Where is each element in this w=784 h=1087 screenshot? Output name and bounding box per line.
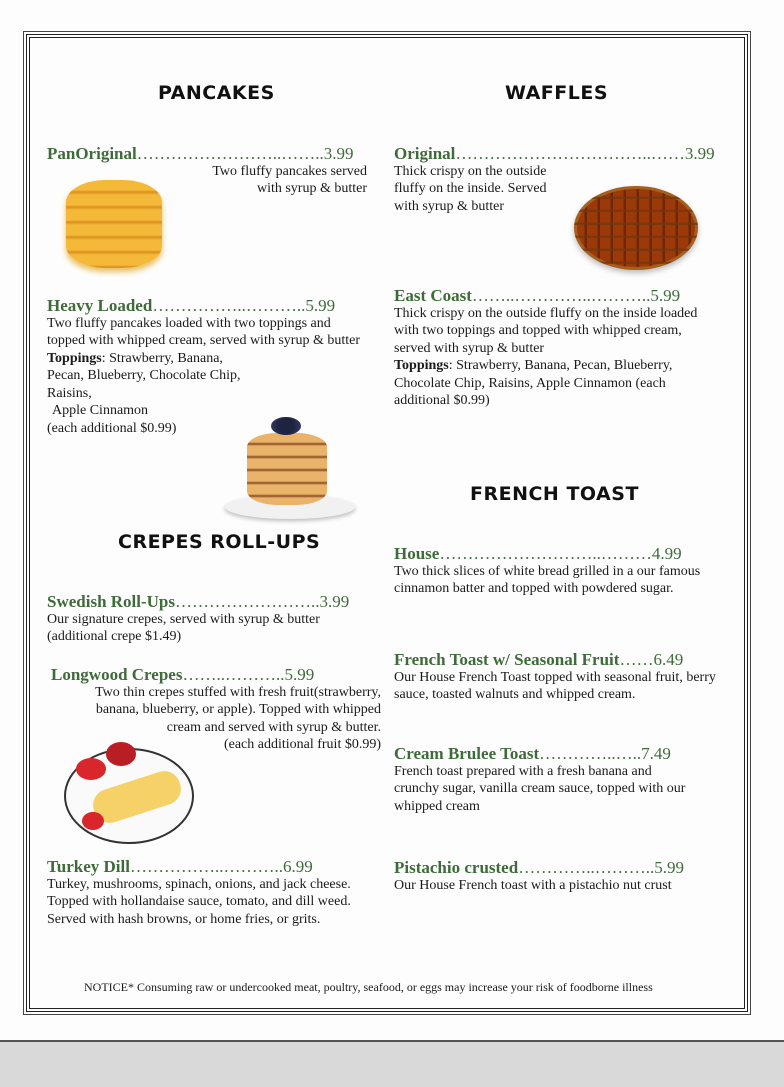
item-description: Two fluffy pancakes loaded with two toppings and topped with whipped cream, served with syrup & butter [47,315,360,348]
item-price: 3.99 [684,144,715,163]
waffle-image [574,186,698,270]
item-name: East Coast [394,286,472,305]
menu-item-cream-brulee [394,745,699,815]
item-description: Thick crispy on the outside fluffy on the inside loaded with two toppings and topped with whipped cream, served with syrup & butter [394,305,698,356]
item-price: 3.99 [323,144,354,163]
item-description: Turkey, mushrooms, spinach, onions, and jack cheese. Topped with hollandaise sauce, tomato, and dill weed. Served with hash browns, or home fries, or grits. [47,876,351,927]
dot-leader: ……………………..…….. [136,144,324,163]
toppings-list: : Strawberry, Banana, Pecan, Blueberry, Chocolate Chip, Raisins, [47,350,241,401]
item-name: Pistachio crusted [394,858,519,877]
menu-item-swedish-roll-ups [47,593,367,646]
item-price: 5.99 [650,286,681,305]
waffles-heading: WAFFLES [505,82,609,104]
pancakes-heading: PANCAKES [158,82,275,104]
item-price: 6.99 [282,857,313,876]
item-description: Two thick slices of white bread grilled in a our famous cinnamon batter and topped with powdered sugar. [394,563,701,596]
scan-edge [0,1040,784,1087]
item-name: Cream Brulee Toast [394,744,540,763]
item-name: House [394,544,440,563]
item-extra: (each additional fruit $0.99) [223,737,381,752]
menu-item-turkey-dill [47,858,377,928]
item-name: Original [394,144,456,163]
menu-item-longwood-crepes [51,666,381,754]
item-name: Swedish Roll-Ups [47,592,176,611]
item-description: Our House French Toast topped with seasonal fruit, berry sauce, toasted walnuts and whipped cream. [394,669,716,702]
item-description: Our House French toast with a pistachio nut crust [394,877,672,893]
dot-leader: …………..……….. [518,858,655,877]
menu-item-seasonal-fruit [394,651,719,704]
dot-leader: ……………..……….. [129,857,283,876]
pancake-stack-image [62,176,168,274]
toppings-list: : Strawberry, Banana, Pecan, Blueberry, Chocolate Chip, Raisins, Apple Cinnamon (each additional $0.99) [394,358,673,408]
item-name: PanOriginal [47,144,137,163]
item-extra: (each additional $0.99) [47,420,177,436]
item-price: 5.99 [284,665,315,684]
crepes-image [62,742,192,842]
food-safety-notice: NOTICE* Consuming raw or undercooked meat, poultry, seafood, or eggs may increase your risk of foodborne illness [84,980,653,994]
toppings-list-cont: Apple Cinnamon [52,403,149,418]
dot-leader: ……..…………..……….. [471,286,651,305]
dot-leader: …………..….. [539,744,642,763]
dot-leader: ……………………………..…… [455,144,685,163]
item-description: Two thin crepes stuffed with fresh fruit(strawberry, banana, blueberry, or apple). Topped with whipped cream and served with syrup & butter. [95,684,381,735]
item-description: Our signature crepes, served with syrup & butter [47,611,320,627]
item-price: 6.49 [653,650,684,669]
item-price: 5.99 [654,858,684,877]
item-price: 7.49 [641,744,671,763]
item-name: French Toast w/ Seasonal Fruit [394,650,620,669]
item-name: Longwood Crepes [51,665,183,684]
crepes-heading: CREPES ROLL-UPS [118,531,321,553]
dot-leader: …………………….. [175,592,320,611]
blueberry-pancakes-image [225,415,355,523]
item-extra: (additional crepe $1.49) [47,629,182,644]
toppings-label: Toppings [47,350,102,366]
item-name: Turkey Dill [47,857,130,876]
menu-item-east-coast [394,287,719,410]
item-description: Thick crispy on the outside fluffy on the inside. Served with syrup & butter [394,163,547,214]
item-price: 4.99 [651,544,682,563]
dot-leader: …… [619,650,654,669]
dot-leader: ……………..……….. [152,296,306,315]
french-toast-heading: FRENCH TOAST [470,483,639,505]
menu-item-house [394,545,719,598]
item-name: Heavy Loaded [47,296,153,315]
dot-leader: ……..……….. [182,665,285,684]
item-price: 3.99 [319,592,350,611]
item-description: Two fluffy pancakes served with syrup & butter [212,163,367,196]
dot-leader: ………………………..……… [439,544,652,563]
item-description: French toast prepared with a fresh banana and crunchy sugar, vanilla cream sauce, topped with our whipped cream [394,763,686,814]
toppings-label: Toppings [394,358,449,373]
item-price: 5.99 [305,296,336,315]
menu-item-pistachio [394,859,719,894]
